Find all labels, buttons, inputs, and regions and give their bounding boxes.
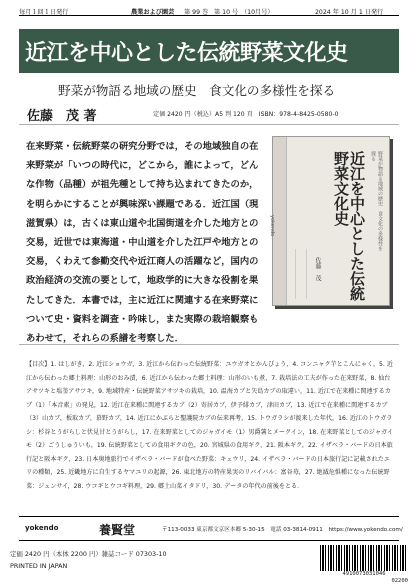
cover-author: 佐藤 茂 [314,257,321,281]
book-description [26,137,262,348]
description-line: を明らかにすることが興味深い課題である．近江国（現 [26,198,259,210]
publisher-row [19,520,403,537]
description-line: な作物（品種）が祖先種として持ち込まれてきたのか， [26,179,259,191]
divider [19,124,399,125]
description-line: ついて史・資料を調査・吟味し，また実際の栽培観察も [26,313,259,325]
book-cover-image [269,136,390,306]
description-line: 来野菜が「いつの時代に，どこから，誰によって，どん [26,160,259,172]
description-line: たしてきた．本書では，主に近江に関連する在来野菜に [26,294,259,306]
description-line: あわせて，それらの系譜を考察した． [26,333,184,345]
publisher-name: 養賢堂 [99,523,136,537]
price-line: 定価 2420 円（本体 2200 円）雑誌コード 07303-10 [10,550,167,558]
table-of-contents: 【目次】1. はしがき，2. 近江ショウガ，3. 近江から伝わった伝統野菜：ユウガオとかんぴょう，4. コンニャク芋とこんにゃく，5. 近江から伝わった郷土料理：山形のおみ漬，6. 近江から伝わった郷土料理：山形のいも煮，7. 栽培法の工夫が作った在来野菜，8. 仙台アサツキと塩釜アサツキ，9. 地域特産・伝統野菜アサツキの栽培，10. 温海カブと矢島カブの取違い，11. 近江で在来種に関連するカブ（1）「本音素」の発見，12. 近江在来種に関連するカブ（2）寄居カブ，伊予緋カブ，津田カブ，13. 近江で在来種に関連するカブ（3）山カブ，板取カブ，慕野カブ，14. 近江にかぶらと聖護院カブの伝来再考，15. トウガラシが渡来した年代，16. 近江のトウガラシ：杉谷とうがらしと伏見甘とうがらし，17. 在来野菜としてのジャガイモ（1）男爵薯とメークイン，18. 在来野菜としてのジャガイモ（2）ごうしゅういも，19. 伝統野菜としての食用ギクの色，20. 宮城県の食用ギク，21. 阪本ギク，22. イザベラ・バードの日本旅行記と阪本ギク，23. 日本奥地旅行でイザベラ・バードが食べた野菜：キュウリ，24. イザベラ・バードの日本旅行記に記載されたエリの種類，25. 近畿地方に自生するヤマユリの起源，26. 東北地方の特産果実のリバイバル：富谷苺，27. 絶滅危惧種になった伝統野菜：ジュンサイ，28. ウコギとウコギ料理，29. 郷土山菜イタドリ，30. データの年代の前後をとる． [26,361,393,490]
divider [19,516,399,517]
description-line: 交易，近世では東海道・中山道を介した江戸や地方との [26,237,259,249]
barcode-number: 4910073031046 [342,571,386,577]
author-row [19,103,399,124]
description-line: 政治経済の交流の要として，地政学的に大きな役割を果 [26,275,259,287]
title-banner [19,29,399,73]
description-line: 在来野菜・伝統野菜の研究分野では，その地域独自の在 [26,141,259,152]
issue-number: 第 10 号 [214,9,239,16]
issue-date-right: 2024 年 10 月 1 日発行 [315,9,384,16]
cover-spine [273,137,287,305]
description-line: 滋賀県）は，古くは東山道や北国街道を介した地方との [26,217,259,229]
cover-publisher-mark: yokendo [269,215,275,237]
footer-info [10,548,167,572]
author-name: 佐藤 茂 著 [27,109,97,124]
book-title: 近江を中心とした伝統野菜文化史 [25,40,348,66]
barcode [320,545,408,585]
cover-subtitle: 野菜が物語る地域の歴史 食文化の多様性を探る [370,151,383,251]
cover-decoration [295,249,307,299]
description-line: 交易，くわえて参勤交代や近江商人の活躍など，国内の [26,256,259,268]
barcode-addon: 02200 [391,578,408,584]
volume: 第 99 巻 [184,9,209,16]
publication-info: 定価 2420 円（税込）A5 判 120 頁 ISBN：978-4-8425-0580-0 [153,111,339,118]
journal-header [19,4,399,16]
divider [19,540,399,541]
journal-name: 農業および園芸 [131,9,175,16]
printed-in: PRINTED IN JAPAN [10,562,68,570]
barcode-bars [320,545,408,571]
book-subtitle: 野菜が物語る地域の歴史 食文化の多様性を探る [58,83,336,98]
divider [19,344,399,345]
cover-title: 近江を中心とした伝統野菜文化史 [332,151,366,301]
issue-month: （10月号） [241,9,274,16]
issue-date-left: 毎月１回１日発行 [19,9,69,16]
publisher-logo: yokendo [25,524,59,532]
publisher-address: 〒113-0033 東京都文京区本郷 5-30-15 電話 03-3814-0911 https://www.yokendo.com/ [162,527,403,533]
